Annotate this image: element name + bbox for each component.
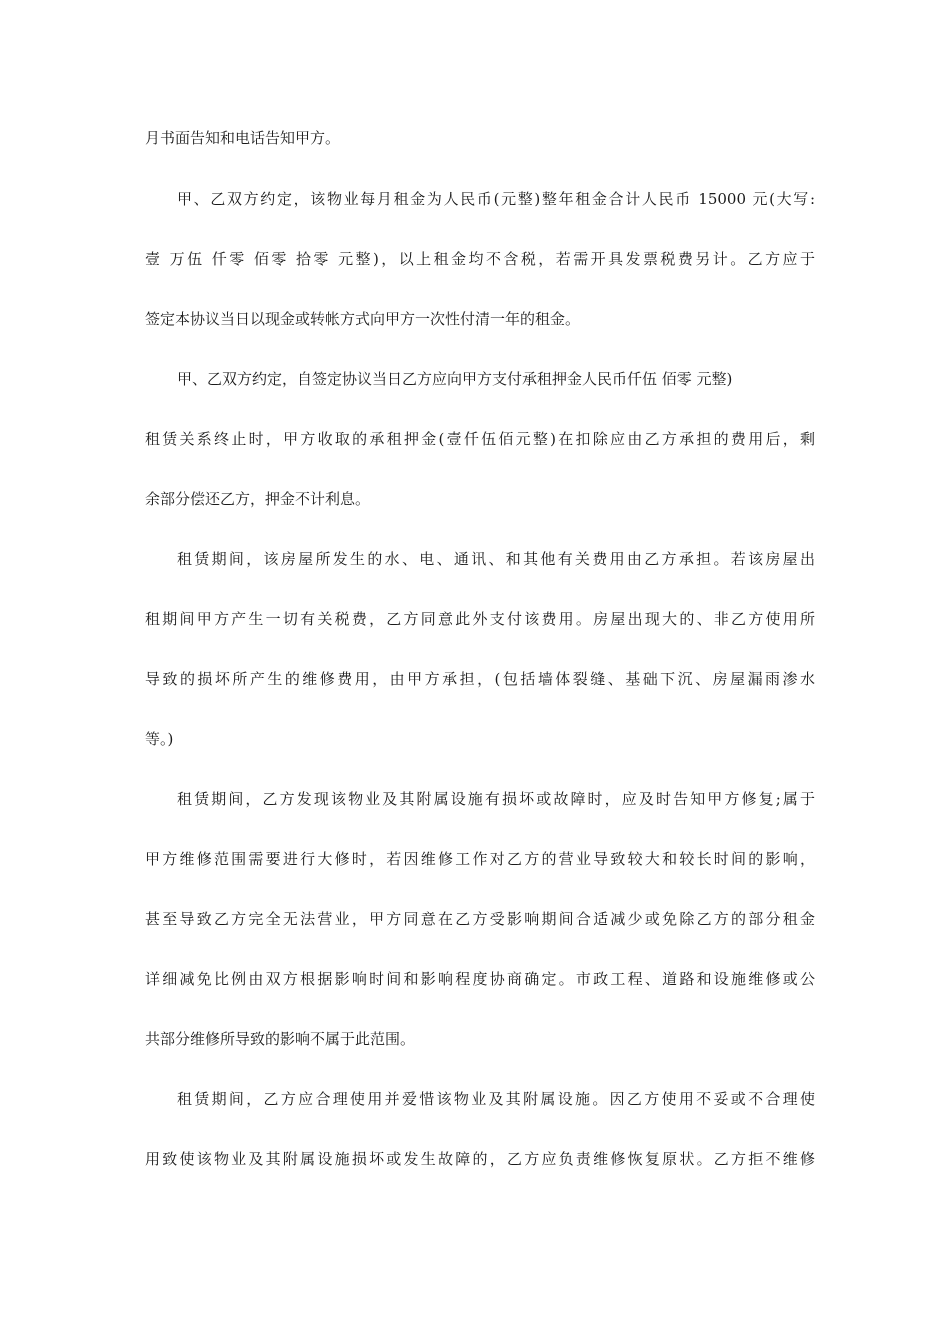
text-line: 余部分偿还乙方，押金不计利息。: [145, 490, 371, 508]
text-line: 详细减免比例由双方根据影响时间和影响程度协商确定。市政工程、道路和设施维修或公: [145, 970, 815, 988]
text-line: 租赁期间，该房屋所发生的水、电、通讯、和其他有关费用由乙方承担。若该房屋出: [177, 550, 815, 568]
text-line: 共部分维修所导致的影响不属于此范围。: [145, 1030, 416, 1048]
text-line: 签定本协议当日以现金或转帐方式向甲方一次性付清一年的租金。: [145, 310, 581, 328]
text-line: 甲、乙双方约定，自签定协议当日乙方应向甲方支付承租押金人民币仟伍 佰零 元整): [177, 370, 733, 388]
text-line: 甲、乙双方约定，该物业每月租金为人民币(元整)整年租金合计人民币 15000 元(大写:: [177, 190, 815, 208]
text-line: 壹 万伍 仟零 佰零 拾零 元整)，以上租金均不含税，若需开具发票税费另计。乙方应于: [145, 250, 815, 268]
text-line: 导致的损坏所产生的维修费用，由甲方承担，(包括墙体裂缝、基础下沉、房屋漏雨渗水: [145, 670, 815, 688]
text-line: 租赁期间，乙方应合理使用并爱惜该物业及其附属设施。因乙方使用不妥或不合理使: [177, 1090, 815, 1108]
text-line: 甚至导致乙方完全无法营业，甲方同意在乙方受影响期间合适减少或免除乙方的部分租金: [145, 910, 815, 928]
text-line: 租赁期间，乙方发现该物业及其附属设施有损坏或故障时，应及时告知甲方修复;属于: [177, 790, 815, 808]
text-line: 等。): [145, 730, 174, 748]
text-line: 月书面告知和电话告知甲方。: [145, 129, 341, 147]
text-line: 租期间甲方产生一切有关税费，乙方同意此外支付该费用。房屋出现大的、非乙方使用所: [145, 610, 815, 628]
text-line: 用致使该物业及其附属设施损坏或发生故障的，乙方应负责维修恢复原状。乙方拒不维修: [145, 1150, 815, 1168]
text-line: 租赁关系终止时，甲方收取的承租押金(壹仟伍佰元整)在扣除应由乙方承担的费用后，剩: [145, 430, 815, 448]
text-line: 甲方维修范围需要进行大修时，若因维修工作对乙方的营业导致较大和较长时间的影响，: [145, 850, 815, 868]
